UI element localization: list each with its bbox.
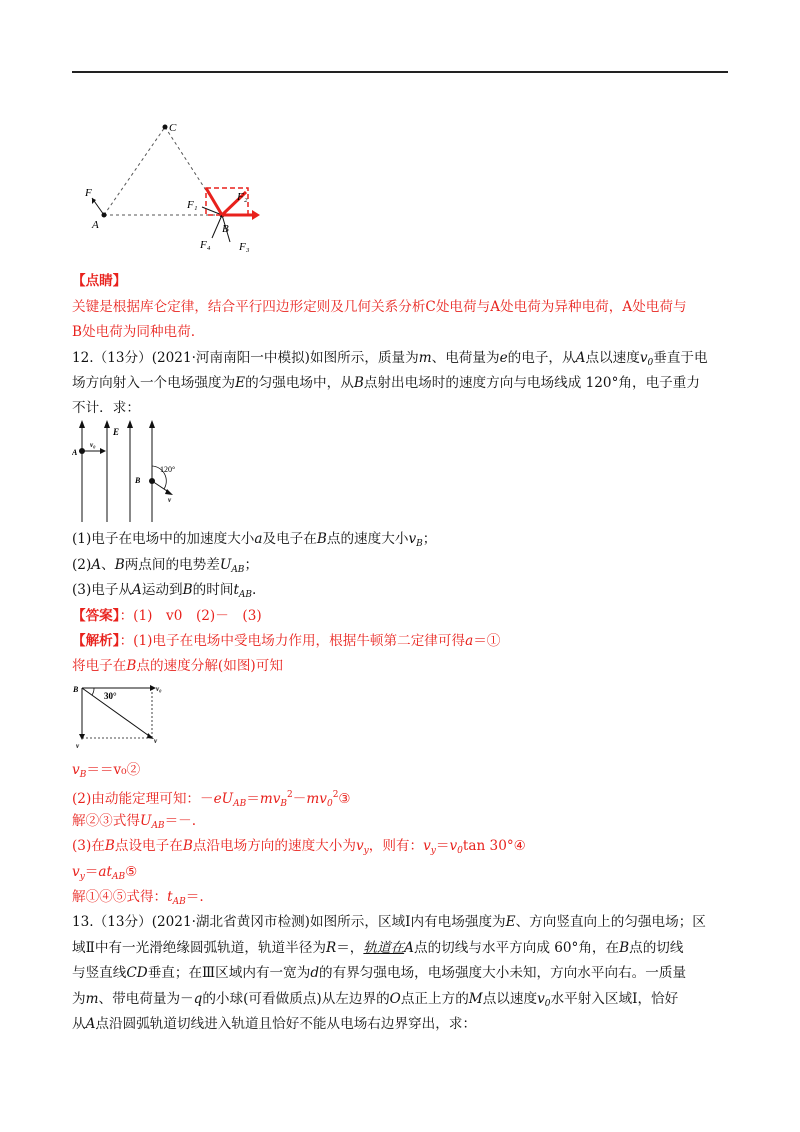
dianjing-line-2: B处电荷为同种电荷. xyxy=(72,324,196,340)
velocity-decomposition-figure xyxy=(72,682,172,750)
q13-line-2: 域Ⅱ中有一光滑绝缘圆弧轨道，轨道半径为R＝，轨道在A点的切线与水平方向成 60°角，在B点的切线 xyxy=(72,940,684,956)
fig3-label-angle: 30° xyxy=(104,691,117,701)
fig2-label-B: B xyxy=(135,476,141,485)
q13-line-3: 与竖直线CD垂直；在Ⅲ区域内有一宽为d的有界匀强电场，电场强度大小未知，方向水平向右。一质量 xyxy=(72,965,687,981)
q12-line-3: 不计．求： xyxy=(72,400,140,416)
q12-sub-3: (3)电子从A运动到B的时间$t_{AB}$. xyxy=(72,582,257,600)
dianjing-line-1: 关键是根据库仑定律，结合平行四边形定则及几何关系分析C处电荷与A处电荷为异种电荷，A处电荷与 xyxy=(72,299,687,315)
fig2-label-vB: v xyxy=(168,496,172,504)
q12-line-2: 场方向射入一个电场强度为E的匀强电场中，从B点射出电场时的速度方向与电场线成 120°角，电子重力 xyxy=(72,375,700,391)
q12-eq-1: $v_B==v_0②$ xyxy=(72,762,141,780)
force-triangle-figure xyxy=(80,118,280,258)
fig2-label-v0: v₀ xyxy=(90,441,96,449)
fig1-label-C: C xyxy=(169,122,177,134)
header-rule xyxy=(72,71,728,73)
q12-jiexi: 【解析】：(1)电子在电场中受电场力作用，根据牛顿第二定律可得a＝① xyxy=(72,633,501,649)
fig1-label-B: B xyxy=(222,223,229,235)
fig1-label-A: A xyxy=(92,219,99,231)
fig1-label-F1: F₁ xyxy=(187,199,198,211)
dianjing-tag: 【点睛】 xyxy=(72,273,127,289)
q12-sub-1: (1)电子在电场中的加速度大小a及电子在B点的速度大小$v_B$； xyxy=(72,531,437,549)
fig3-label-B: B xyxy=(73,685,79,694)
fig3-label-vB: v xyxy=(154,737,158,745)
q12-eq-6: 解①④⑤式得：$t_{AB}=$. xyxy=(72,889,204,907)
fig1-label-F4: F₄ xyxy=(200,239,211,251)
fig2-label-E: E xyxy=(113,427,120,437)
field-lines-figure xyxy=(72,420,202,524)
q12-decomp: 将电子在B点的速度分解(如图)可知 xyxy=(72,658,283,674)
fig2-label-angle: 120° xyxy=(160,465,176,474)
fig2-label-A: A xyxy=(72,448,78,457)
q13-line-5: 从A点沿圆弧轨道切线进入轨道且恰好不能从电场右边界穿出，求： xyxy=(72,1016,477,1032)
q13-line-1: 13.（13分）(2021·湖北省黄冈市检测)如图所示，区域Ⅰ内有电场强度为E、方向竖直向上的匀强电场；区 xyxy=(72,914,706,930)
fig1-label-F3: F₃ xyxy=(239,241,250,253)
q12-eq-3: 解②③式得$U_{AB}=-$. xyxy=(72,813,197,831)
fig3-label-vy: v xyxy=(76,742,80,750)
fig3-label-v0: v₀ xyxy=(156,685,162,693)
fig1-label-F: F xyxy=(85,187,92,199)
q12-sub-2: (2)A、B两点间的电势差$U_{AB}$； xyxy=(72,557,259,575)
q12-eq-5: $v_y=at_{AB}⑤$ xyxy=(72,864,138,882)
q12-line-1: 12.（13分）(2021·河南南阳一中模拟)如图所示，质量为m、电荷量为e的电子，从A点以速度$v_0$垂直于电 xyxy=(72,350,708,368)
q12-answer: 【答案】：(1) v0 (2)－ (3) xyxy=(72,608,262,624)
q12-eq-2: (2)由动能定理可知：$-eU_{AB}=mv_B^2-mv_0^2③$ xyxy=(72,790,351,809)
q13-line-4: 为m、带电荷量为－q的小球(可看做质点)从左边界的O点正上方的M点以速度$v_0$水平射入区域Ⅰ，恰好 xyxy=(72,991,679,1009)
q12-eq-4: (3)在B点设电子在B点沿电场方向的速度大小为$v_y$，则有：$v_y=v_0\tan$ 30°④ xyxy=(72,838,526,856)
fig1-label-F2: F₂ xyxy=(237,191,248,203)
